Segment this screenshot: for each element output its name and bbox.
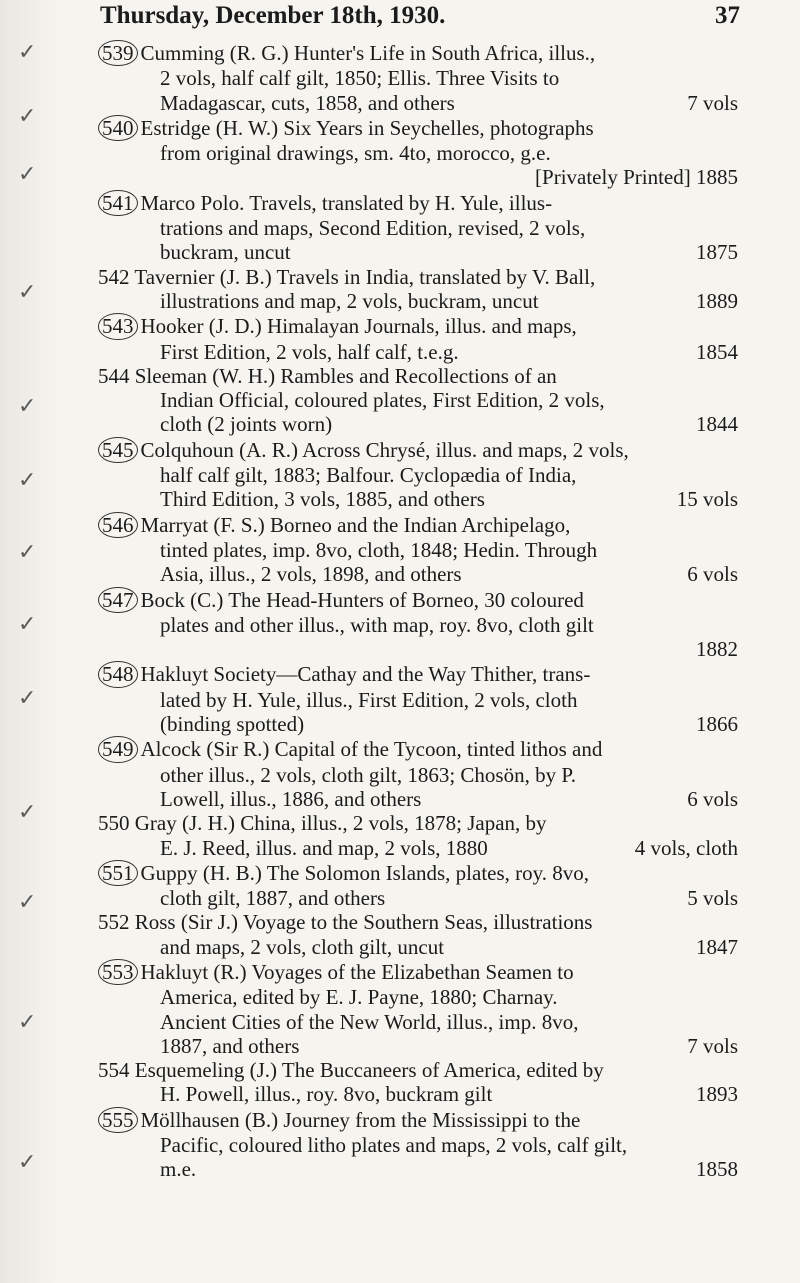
lot-number: 544: [98, 363, 130, 388]
entry-line: Madagascar, cuts, 1858, and others: [160, 90, 455, 115]
header-date: Thursday, December 18th, 1930.: [100, 2, 446, 29]
lot-number: 546: [98, 512, 138, 538]
lot-entry: [98, 811, 738, 860]
entry-year: 1858: [696, 1157, 738, 1182]
entry-line: First Edition, 2 vols, half calf, t.e.g.: [160, 339, 459, 364]
entry-line: Hakluyt (R.) Voyages of the Elizabethan Seamen to: [140, 959, 574, 984]
lot-number: 549: [98, 736, 138, 762]
entry-line: other illus., 2 vols, cloth gilt, 1863; Chosön, by P.: [160, 762, 576, 787]
margin-tick-icon: ✓: [18, 394, 37, 419]
entry-year: 1889: [696, 288, 738, 313]
entry-line: Möllhausen (B.) Journey from the Mississippi to the: [140, 1107, 581, 1132]
entry-line: Ross (Sir J.) Voyage to the Southern Seas, illustrations: [134, 910, 593, 935]
entry-line: Marryat (F. S.) Borneo and the Indian Archipelago,: [140, 512, 571, 537]
entry-line: Estridge (H. W.) Six Years in Seychelles, photographs: [140, 115, 594, 140]
lot-number: 542: [98, 264, 130, 289]
entry-line: buckram, uncut: [160, 240, 291, 265]
margin-tick-icon: ✓: [18, 1010, 37, 1035]
lot-entry: [98, 587, 738, 662]
entry-quantity: 5 vols: [687, 886, 738, 911]
entry-quantity: 7 vols: [687, 90, 738, 115]
margin-tick-icon: ✓: [18, 540, 37, 565]
lot-number: 553: [98, 959, 138, 985]
catalogue-list: [98, 40, 738, 1182]
entry-line: Cumming (R. G.) Hunter's Life in South Africa, illus.,: [140, 41, 596, 65]
entry-line: Tavernier (J. B.) Travels in India, translated by V. Ball,: [134, 264, 596, 289]
lot-number: 540: [98, 115, 138, 141]
lot-number: 543: [98, 313, 138, 339]
entry-line: Sleeman (W. H.) Rambles and Recollections of an: [134, 363, 557, 388]
entry-quantity: 4 vols, cloth: [634, 835, 738, 860]
lot-entry: [98, 1058, 738, 1107]
lot-number: 551: [98, 860, 138, 886]
entry-year: 1844: [696, 412, 738, 437]
entry-line: cloth gilt, 1887, and others: [160, 886, 386, 911]
margin-tick-icon: ✓: [18, 1150, 37, 1175]
lot-number: 539: [98, 40, 138, 66]
entry-line: trations and maps, Second Edition, revised, 2 vols,: [160, 216, 586, 241]
lot-number: 547: [98, 587, 138, 613]
margin-tick-icon: ✓: [18, 686, 37, 711]
entry-quantity: 7 vols: [687, 1033, 738, 1058]
lot-entry: [98, 736, 738, 811]
entry-year: 1875: [696, 240, 738, 265]
margin-tick-icon: ✓: [18, 280, 37, 305]
entry-line: m.e.: [160, 1157, 197, 1182]
entry-line: (binding spotted): [160, 712, 305, 737]
entry-line: H. Powell, illus., roy. 8vo, buckram gilt: [160, 1082, 493, 1107]
entry-line: E. J. Reed, illus. and map, 2 vols, 1880: [160, 835, 488, 860]
entry-quantity: 6 vols: [687, 562, 738, 587]
lot-entry: [98, 910, 738, 959]
margin-tick-icon: ✓: [18, 40, 37, 65]
entry-year: 1893: [696, 1082, 738, 1107]
lot-entry: [98, 860, 738, 911]
lot-entry: [98, 437, 738, 512]
entry-line: Lowell, illus., 1886, and others: [160, 786, 422, 811]
lot-entry: [98, 512, 738, 587]
margin-tick-icon: ✓: [18, 890, 37, 915]
entry-imprint: [Privately Printed] 1885: [535, 165, 738, 190]
margin-tick-icon: ✓: [18, 800, 37, 825]
margin-tick-icon: ✓: [18, 612, 37, 637]
margin-tick-icon: ✓: [18, 468, 37, 493]
entry-line: tinted plates, imp. 8vo, cloth, 1848; Hedin. Through: [160, 537, 598, 562]
lot-entry: [98, 190, 738, 265]
page-margin: [0, 0, 60, 1283]
entry-line: Colquhoun (A. R.) Across Chrysé, illus. and maps, 2 vols,: [140, 437, 629, 462]
entry-year: 1847: [696, 934, 738, 959]
entry-line: Third Edition, 3 vols, 1885, and others: [160, 487, 485, 512]
lot-entry: [98, 265, 738, 314]
entry-line: 1887, and others: [160, 1033, 300, 1058]
lot-entry: [98, 1107, 738, 1182]
lot-entry: [98, 661, 738, 736]
entry-line: Hooker (J. D.) Himalayan Journals, illus. and maps,: [140, 314, 577, 339]
entry-line: Pacific, coloured litho plates and maps, 2 vols, calf gilt,: [160, 1133, 628, 1158]
entry-year: 1854: [696, 339, 738, 364]
page-header: [100, 2, 740, 38]
entry-line: 2 vols, half calf gilt, 1850; Ellis. Three Visits to: [160, 66, 560, 91]
lot-number: 548: [98, 661, 138, 687]
lot-entry: [98, 364, 738, 437]
entry-line: lated by H. Yule, illus., First Edition, 2 vols, cloth: [160, 687, 578, 712]
entry-line: Guppy (H. B.) The Solomon Islands, plates, roy. 8vo,: [140, 860, 590, 885]
entry-line: Asia, illus., 2 vols, 1898, and others: [160, 562, 462, 587]
entry-line: Esquemeling (J.) The Buccaneers of America, edited by: [134, 1058, 604, 1083]
entry-line: half calf gilt, 1883; Balfour. Cyclopædia of India,: [160, 463, 577, 488]
lot-number: 555: [98, 1107, 138, 1133]
entry-line: Ancient Cities of the New World, illus., imp. 8vo,: [160, 1009, 579, 1034]
entry-line: illustrations and map, 2 vols, buckram, uncut: [160, 288, 539, 313]
entry-year: 1882: [696, 637, 738, 662]
lot-entry: [98, 40, 738, 115]
lot-entry: [98, 313, 738, 364]
entry-line: from original drawings, sm. 4to, morocco, g.e.: [160, 141, 551, 166]
margin-tick-icon: ✓: [18, 162, 37, 187]
entry-line: Gray (J. H.) China, illus., 2 vols, 1878; Japan, by: [134, 811, 547, 836]
entry-line: Alcock (Sir R.) Capital of the Tycoon, tinted lithos and: [140, 737, 603, 762]
entry-quantity: 15 vols: [676, 487, 738, 512]
entry-line: Bock (C.) The Head-Hunters of Borneo, 30 coloured: [140, 587, 584, 612]
entry-line: Indian Official, coloured plates, First Edition, 2 vols,: [160, 388, 605, 413]
entry-year: 1866: [696, 712, 738, 737]
entry-line: Marco Polo. Travels, translated by H. Yule, illus-: [140, 190, 553, 215]
margin-tick-icon: ✓: [18, 104, 37, 129]
entry-line: America, edited by E. J. Payne, 1880; Charnay.: [160, 985, 558, 1010]
page-number: 37: [715, 2, 740, 29]
entry-line: cloth (2 joints worn): [160, 412, 333, 437]
lot-entry: [98, 115, 738, 190]
lot-number: 554: [98, 1058, 130, 1083]
lot-entry: [98, 959, 738, 1058]
entry-line: and maps, 2 vols, cloth gilt, uncut: [160, 934, 445, 959]
entry-line: plates and other illus., with map, roy. 8vo, cloth gilt: [160, 612, 594, 637]
entry-quantity: 6 vols: [687, 786, 738, 811]
lot-number: 545: [98, 437, 138, 463]
lot-number: 550: [98, 811, 130, 836]
entry-line: Hakluyt Society—Cathay and the Way Thither, trans-: [140, 662, 591, 687]
lot-number: 552: [98, 910, 130, 935]
lot-number: 541: [98, 190, 138, 216]
